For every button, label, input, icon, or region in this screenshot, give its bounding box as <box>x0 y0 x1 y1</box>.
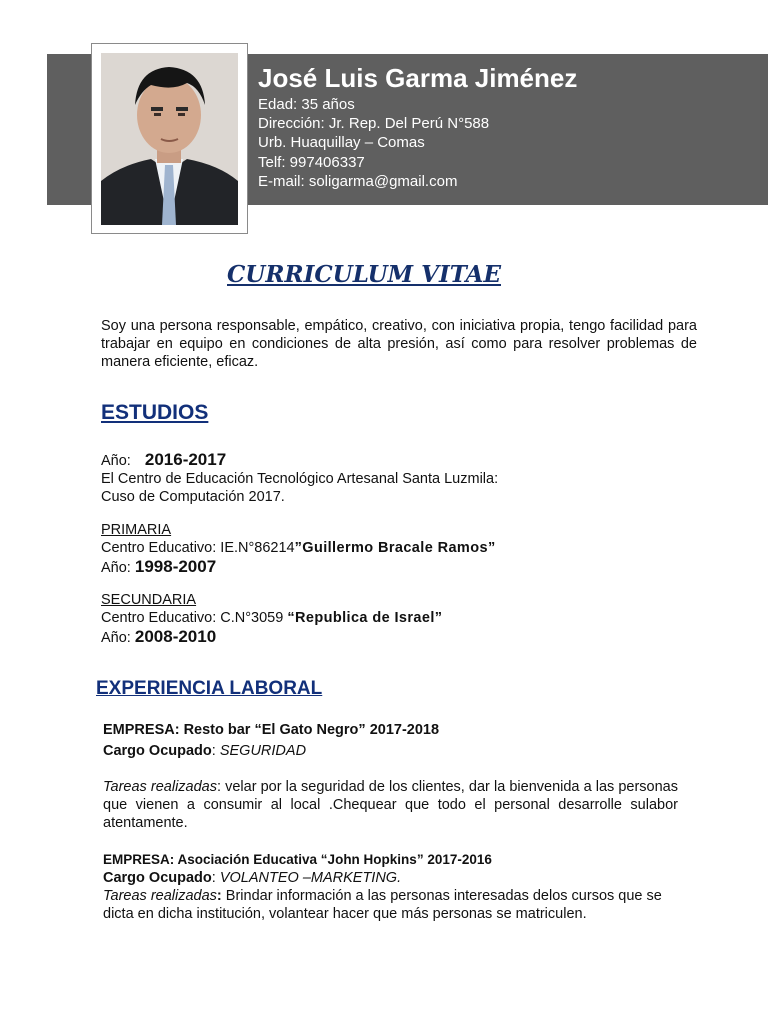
profile-summary: Soy una persona responsable, empático, creativo, con iniciativa propia, tengo facilidad para trabajar en equipo en condiciones de alta presión, así como para resolver problemas de manera eficiente, eficaz. <box>101 318 697 370</box>
job2-empresa: : Asociación Educativa “John Hopkins” 2017-2016 <box>169 852 492 867</box>
secundaria-center-label: Centro Educativo: C.N°3059 <box>101 609 288 626</box>
job1-empresa-label: EMPRESA <box>103 722 175 738</box>
candidate-name: José Luis Garma Jiménez <box>258 63 578 93</box>
tech-year: 2016-2017 <box>144 450 227 469</box>
primaria-study <box>101 522 496 578</box>
primaria-year-label: Año: <box>101 560 131 576</box>
job2-cargo: VOLANTEO –MARKETING. <box>219 870 402 886</box>
job-entry-1: EMPRESA: Resto bar “El Gato Negro” 2017-2018 Cargo Ocupado: SEGURIDAD Tareas realizadas: velar por la seguridad de los clientes, dar la bienvenida a las personas que vienen a consumir al local .Chequear que todo el personal desarrolle sulabor atentamente. <box>103 722 679 831</box>
experiencia-heading: EXPERIENCIA LABORAL <box>96 678 323 699</box>
job-entry-2: EMPRESA: Asociación Educativa “John Hopkins” 2017-2016 Cargo Ocupado: VOLANTEO –MARKETING. Tareas realizadas: Brindar información a las personas interesadas delos cursos que se dicta en dicha institución, volantear hacer que más personas se matriculen. <box>103 852 662 922</box>
address-line-1: Dirección: Jr. Rep. Del Perú N°588 <box>258 115 490 133</box>
phone-line: Telf: 997406337 <box>258 153 365 171</box>
primaria-center-name: ”Guillermo Bracale Ramos” <box>294 539 496 556</box>
profile-photo <box>101 53 238 225</box>
tech-course: Cuso de Computación 2017. <box>101 488 285 505</box>
age-line: Edad: 35 años <box>258 96 355 113</box>
secundaria-study <box>101 592 442 648</box>
job1-cargo-label: Cargo Ocupado <box>103 743 212 759</box>
primaria-label: PRIMARIA <box>101 522 172 538</box>
job2-cargo-label: Cargo Ocupado <box>103 870 212 886</box>
job2-tareas: Brindar información a las personas interesadas delos cursos que se dicta en dicha institución, volantear hacer que más personas se matriculen. <box>103 888 662 922</box>
secundaria-center-name: “Republica de Israel” <box>287 609 443 626</box>
profile-photo-frame <box>91 43 248 234</box>
email-line: E-mail: soligarma@gmail.com <box>258 172 458 190</box>
job2-tareas-label: Tareas realizadas <box>103 888 217 904</box>
job1-tareas: : velar por la seguridad de los clientes, dar la bienvenida a las personas que vienen a consumir al local .Chequear que todo el personal desarrolle sulabor atentamente. <box>103 779 679 831</box>
header-info <box>258 62 577 191</box>
job1-empresa: : Resto bar “El Gato Negro” 2017-2018 <box>174 722 440 738</box>
address-line-2: Urb. Huaquillay – Comas <box>258 134 425 152</box>
job2-empresa-label: EMPRESA <box>103 852 170 867</box>
estudios-heading: ESTUDIOS <box>101 401 209 424</box>
secundaria-label: SECUNDARIA <box>101 592 197 608</box>
job1-cargo: SEGURIDAD <box>219 743 307 759</box>
tech-institution: El Centro de Educación Tecnológico Artesanal Santa Luzmila: <box>101 471 499 487</box>
job1-tareas-label: Tareas realizadas <box>103 779 217 795</box>
tech-year-label: Año: <box>101 453 131 469</box>
primaria-year: 1998-2007 <box>134 557 217 576</box>
document-title: CURRICULUM VITAE <box>227 261 501 288</box>
secundaria-year: 2008-2010 <box>134 627 217 646</box>
secundaria-year-label: Año: <box>101 630 131 646</box>
tech-study <box>101 450 498 506</box>
primaria-center-label: Centro Educativo: IE.N°86214 <box>101 539 295 556</box>
